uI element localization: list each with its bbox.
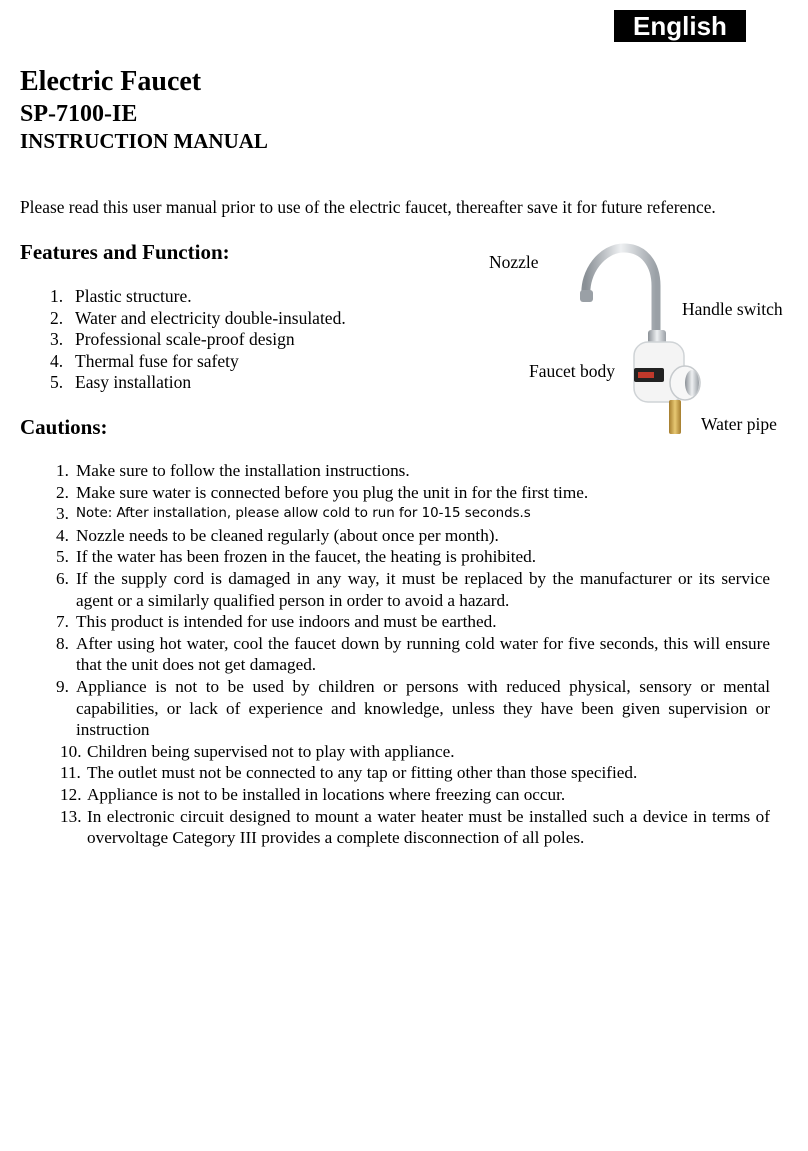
list-item: 9. Appliance is not to be used by children or persons with reduced physical, sensory or mental capabilities, or lack of experience and knowledge, unless they have been given supervision or instruction bbox=[56, 676, 770, 740]
water-pipe-label: Water pipe bbox=[701, 414, 777, 434]
water-pipe-shape bbox=[669, 400, 681, 434]
faucet-body-label: Faucet body bbox=[529, 361, 616, 381]
intro-text: Please read this user manual prior to use of the electric faucet, thereafter save it for future reference. bbox=[20, 197, 716, 217]
list-item: 5. Easy installation bbox=[50, 372, 192, 392]
handle-switch-label: Handle switch bbox=[682, 299, 783, 319]
nozzle-label: Nozzle bbox=[489, 252, 539, 272]
list-item: 1. Plastic structure. bbox=[50, 286, 192, 306]
handle-cap bbox=[685, 370, 699, 396]
list-item: 1. Make sure to follow the installation instructions. bbox=[56, 461, 410, 480]
document-title: INSTRUCTION MANUAL bbox=[20, 129, 268, 153]
list-item: 10. Children being supervised not to play with appliance. bbox=[60, 741, 455, 761]
cautions-list bbox=[56, 460, 770, 849]
list-item: 6. If the supply cord is damaged in any way, it must be replaced by the manufacturer or its service agent or a similarly qualified person in order to avoid a hazard. bbox=[56, 568, 770, 610]
list-item: 8. After using hot water, cool the faucet down by running cold water for five seconds, this will ensure that the unit does not get damaged. bbox=[56, 633, 770, 675]
cautions-heading: Cautions: bbox=[20, 415, 108, 439]
list-item: 5. If the water has been frozen in the faucet, the heating is prohibited. bbox=[56, 547, 537, 567]
list-item: 4. Thermal fuse for safety bbox=[50, 350, 239, 371]
nozzle-tip bbox=[580, 290, 593, 302]
language-badge: English bbox=[614, 10, 746, 42]
faucet-image bbox=[572, 238, 712, 438]
list-item: 13. In electronic circuit designed to mount a water heater must be installed such a device in terms of overvoltage Category III provides a complete disconnection of all poles. bbox=[60, 806, 770, 848]
list-item: 3. Note: After installation, please allow cold to run for 10-15 seconds.s bbox=[56, 504, 531, 524]
nozzle-spout bbox=[586, 248, 656, 340]
features-heading: Features and Function: bbox=[20, 240, 230, 264]
model-number: SP-7100-IE bbox=[20, 101, 138, 127]
display-digits bbox=[638, 372, 654, 378]
list-item: 2. Make sure water is connected before you plug the unit in for the first time. bbox=[56, 482, 589, 502]
product-title: Electric Faucet bbox=[20, 66, 202, 97]
list-item: 3. Professional scale-proof design bbox=[50, 329, 295, 349]
list-item: 12. Appliance is not to be installed in locations where freezing can occur. bbox=[60, 784, 566, 804]
list-item: 11. The outlet must not be connected to any tap or fitting other than those specified. bbox=[60, 763, 638, 783]
list-item: 4. Nozzle needs to be cleaned regularly (about once per month). bbox=[56, 525, 499, 545]
list-item: 7. This product is intended for use indoors and must be earthed. bbox=[56, 612, 497, 632]
list-item: 2. Water and electricity double-insulated. bbox=[50, 307, 346, 328]
features-list bbox=[50, 286, 346, 394]
